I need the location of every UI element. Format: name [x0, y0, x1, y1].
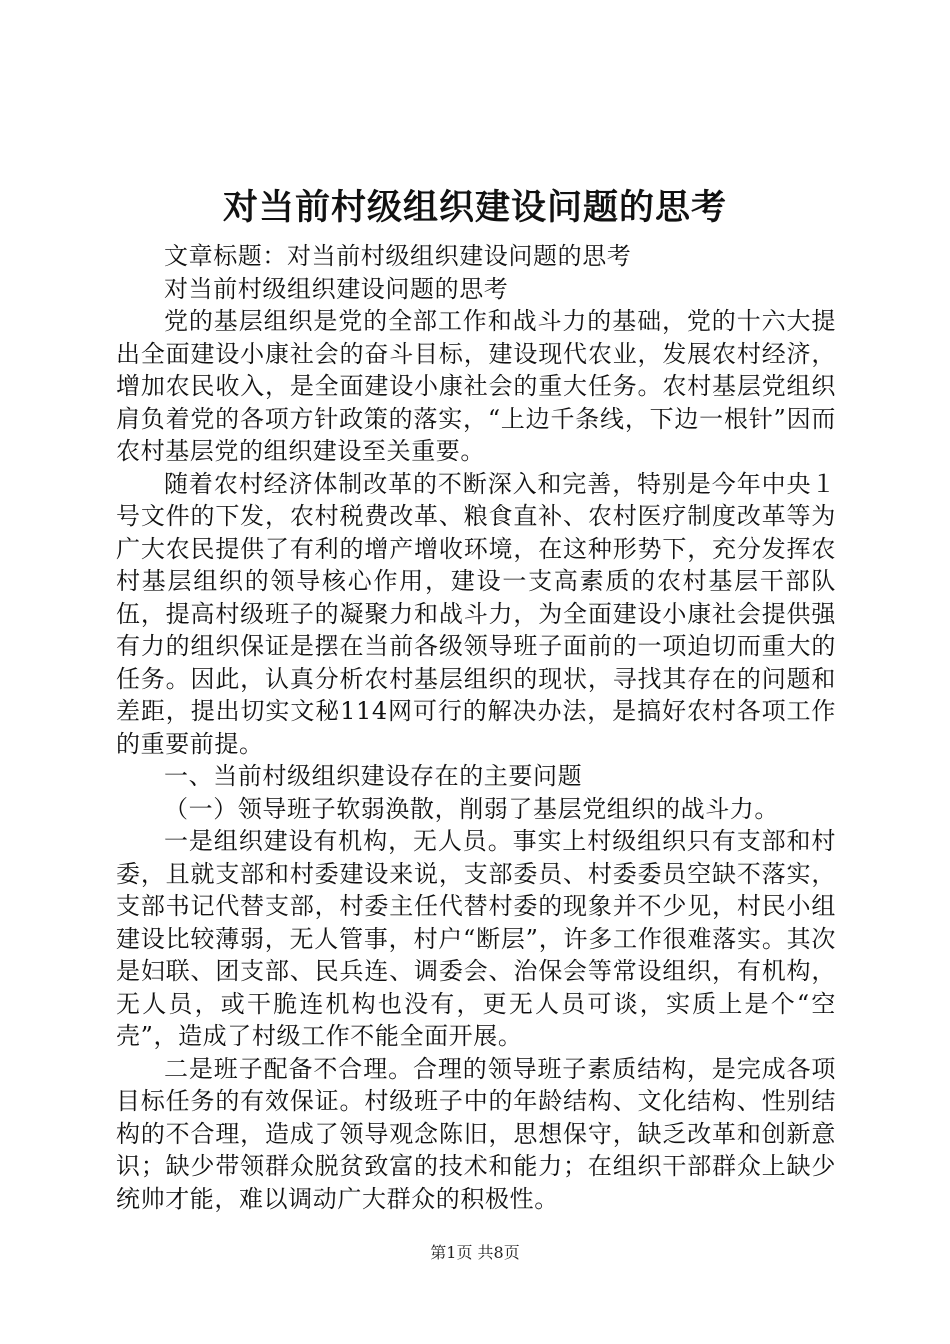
subsection-heading: （一）领导班子软弱涣散，削弱了基层党组织的战斗力。: [164, 794, 779, 823]
paragraph-article-title: 文章标题：对当前村级组织建设问题的思考: [164, 242, 632, 270]
paragraph: 党的基层组织是党的全部工作和战斗力的基础，党的十六大提出全面建设小康社会的奋斗目标，建设现代农业，发展农村经济，增加农民收入，是全面建设小康社会的重大任务。农村基层党组织肩负着党的各项方针政策的落实，“上边千条线，下边一根针”因而农村基层党的组织建设至关重要。: [116, 307, 836, 465]
document-body: [116, 240, 836, 1215]
section-heading: 一、当前村级组织建设存在的主要问题: [164, 762, 583, 790]
paragraph: 随着农村经济体制改革的不断深入和完善，特别是今年中央１号文件的下发，农村税费改革、粮食直补、农村医疗制度改革等为广大农民提供了有利的增产增收环境，在这种形势下，充分发挥农村基层组织的领导核心作用，建设一支高素质的农村基层干部队伍，提高村级班子的凝聚力和战斗力，为全面建设小康社会提供强有力的组织保证是摆在当前各级领导班子面前的一项迫切而重大的任务。因此，认真分析农村基层组织的现状，寻找其存在的问题和差距，提出切实文秘114网可行的解决办法，是搞好农村各项工作的重要前提。: [116, 469, 836, 758]
paragraph: 一是组织建设有机构，无人员。事实上村级组织只有支部和村委，且就支部和村委建设来说，支部委员、村委委员空缺不落实，支部书记代替支部，村委主任代替村委的现象并不少见，村民小组建设比较薄弱，无人管事，村户“断层”，许多工作很难落实。其次是妇联、团支部、民兵连、调委会、治保会等常设组织，有机构，无人员，或干脆连机构也没有，更无人员可谈，实质上是个“空壳”，造成了村级工作不能全面开展。: [116, 827, 836, 1050]
paragraph-subtitle: 对当前村级组织建设问题的思考: [164, 274, 509, 303]
page-footer: 第1页 共8页: [430, 1243, 520, 1262]
paragraph: 二是班子配备不合理。合理的领导班子素质结构，是完成各项目标任务的有效保证。村级班子中的年龄结构、文化结构、性别结构的不合理，造成了领导观念陈旧，思想保守，缺乏改革和创新意识；缺少带领群众脱贫致富的技术和能力；在组织干部群众上缺少统帅才能，难以调动广大群众的积极性。: [116, 1054, 836, 1213]
document-title: 对当前村级组织建设问题的思考: [222, 187, 727, 228]
